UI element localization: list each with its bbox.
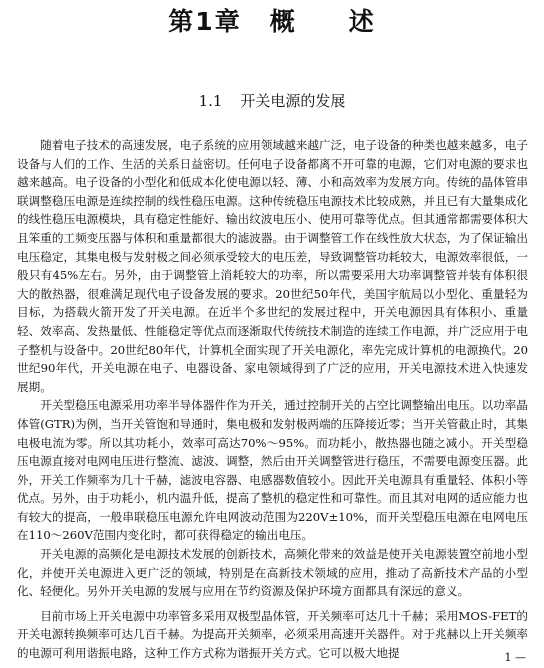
paragraph: 目前市场上开关电源中功率管多采用双极型晶体管，开关频率可达几十千赫；采用MOS-FET的开关电源转换频率可达几百千赫。为提高开关频率，必须采用高速开关器件。对于兆赫以上开关频率的电源可利用谐振电路，这种工作方式称为谐振开关方式。它可以极大地提 — [17, 608, 528, 661]
body-text — [17, 136, 528, 663]
paragraph: 随着电子技术的高速发展，电子系统的应用领域越来越广泛，电子设备的种类也越来越多，电子设备与人们的工作、生活的关系日益密切。任何电子设备都离不开可靠的电源，它们对电源的要求也越来越高。电子设备的小型化和低成本化使电源以轻、薄、小和高效率为发展方向。传统的晶体管串联调整稳压电源是连续控制的线性稳压电源。这种传统稳压电源技术比较成熟，并且已有大量集成化的线性稳压电源模块，具有稳定性能好、输出纹波电压小、使用可靠等优点。但其通常都需要体积大且笨重的工频变压器与体积和重量都很大的滤波器。由于调整管工作在线性放大状态，为了保证输出电压稳定，其集电极与发射极之间必须承受较大的电压差，导致调整管功耗较大，电源效率很低，一般只有45%左右。另外，由于调整管上消耗较大的功率，所以需要采用大功率调整管并装有体积很大的散热器，很难满足现代电子设备发展的要求。20世纪50年代，美国宇航局以小型化、重量轻为目标，为搭载火箭开发了开关电源。在近半个多世纪的发展过程中，开关电源因具有体积小、重量轻、效率高、发热量低、性能稳定等优点而逐渐取代传统技术制造的连续工作电源，并广泛应用于电子整机与设备中。20世纪80年代，计算机全面实现了开关电源化，率先完成计算机的电源换代。20世纪90年代，开关电源在电子、电器设备、家电领域得到了广泛的应用，开关电源技术进入快速发展期。 — [17, 138, 528, 394]
section-number: 1.1 — [198, 92, 223, 110]
page-number-value: 1 — [504, 651, 512, 664]
paragraph: 开关型稳压电源采用功率半导体器件作为开关，通过控制开关的占空比调整输出电压。以功率晶体管(GTR)为例，当开关管饱和导通时，集电极和发射极两端的压降接近零；当开关管截止时，其集电极电流为零。所以其功耗小，效率可高达70%～95%。而功耗小，散热器也随之减小。开关型稳压电源直接对电网电压进行整流、滤波、调整，然后由开关调整管进行稳压，不需要电源变压器。此外，开关工作频率为几十千赫，滤波电容器、电感器数值较小。因此开关电源具有重量轻、体积小等优点。另外，由于功耗小，机内温升低，提高了整机的稳定性和可靠性。而且其对电网的适应能力也有较大的提高，一般串联稳压电源允许电网波动范围为220V±10%，而开关型稳压电源在电网电压在110～260V范围内变化时，都可获得稳定的输出电压。 — [17, 398, 528, 543]
chapter-heading — [0, 2, 544, 38]
chapter-title-part1: 概 — [269, 7, 297, 36]
paragraph: 开关电源的高频化是电源技术发展的创新技术，高频化带来的效益是使开关电源装置空前地小型化，并使开关电源进入更广泛的领域，特别是在高新技术领域的应用，推动了高新技术产品的小型化、轻便化。另外开关电源的发展与应用在节约资源及保护环境方面都具有深远的意义。 — [17, 547, 528, 599]
section-title: 开关电源的发展 — [240, 92, 346, 110]
chapter-number: 1 — [195, 7, 215, 36]
chapter-title-part2: 述 — [348, 7, 376, 36]
section-heading — [0, 90, 544, 111]
page-number: 1 — — [504, 651, 526, 664]
chapter-label-prefix: 第 — [168, 7, 196, 36]
chapter-label-suffix: 章 — [214, 7, 242, 36]
